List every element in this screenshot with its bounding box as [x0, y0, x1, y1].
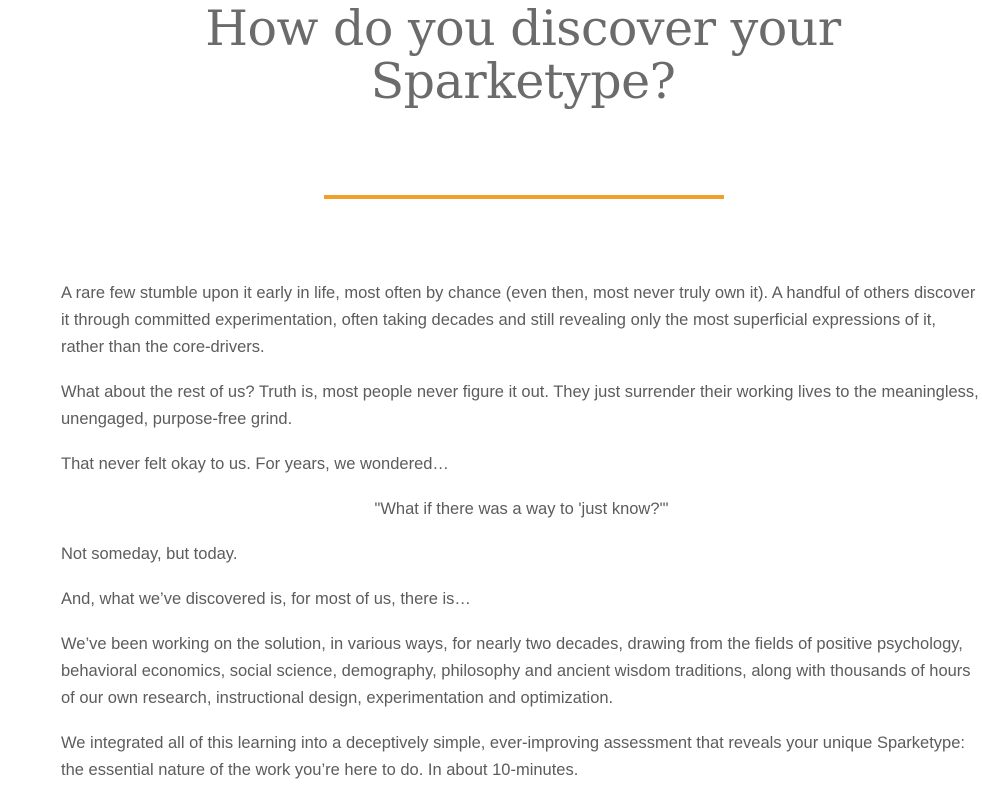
paragraph-not-someday: Not someday, but today.	[61, 545, 238, 563]
page-title	[0, 0, 982, 108]
title-divider	[324, 195, 724, 199]
page-title-line-1: How do you discover your	[205, 0, 841, 57]
page-title-line-2: Sparketype?	[370, 53, 676, 110]
paragraph-assessment: We integrated all of this learning into a deceptively simple, ever-improving assessment that reveals your unique Sparketype: the essential nature of the work you’re here to do. In about 10-minutes.	[61, 734, 965, 779]
body-text	[61, 280, 982, 802]
pull-quote: "What if there was a way to 'just know?'"	[374, 500, 669, 518]
paragraph-never-okay: That never felt okay to us. For years, we wondered…	[61, 455, 449, 473]
paragraph-working-on-solution: We’ve been working on the solution, in various ways, for nearly two decades, drawing from the fields of positive psychology, behavioral economics, social science, demography, philosophy and ancient wisdom traditions, along with thousands of hours of our own research, instructional design, experimentation and optimization.	[61, 635, 971, 707]
paragraph-rest-of-us: What about the rest of us? Truth is, most people never figure it out. They just surrender their working lives to the meaningless, unengaged, purpose-free grind.	[61, 383, 979, 428]
paragraph-discovered: And, what we’ve discovered is, for most of us, there is…	[61, 590, 471, 608]
paragraph-intro: A rare few stumble upon it early in life, most often by chance (even then, most never truly own it). A handful of others discover it through committed experimentation, often taking decades and still revealing only the most superficial expressions of it, rather than the core-drivers.	[61, 284, 976, 356]
